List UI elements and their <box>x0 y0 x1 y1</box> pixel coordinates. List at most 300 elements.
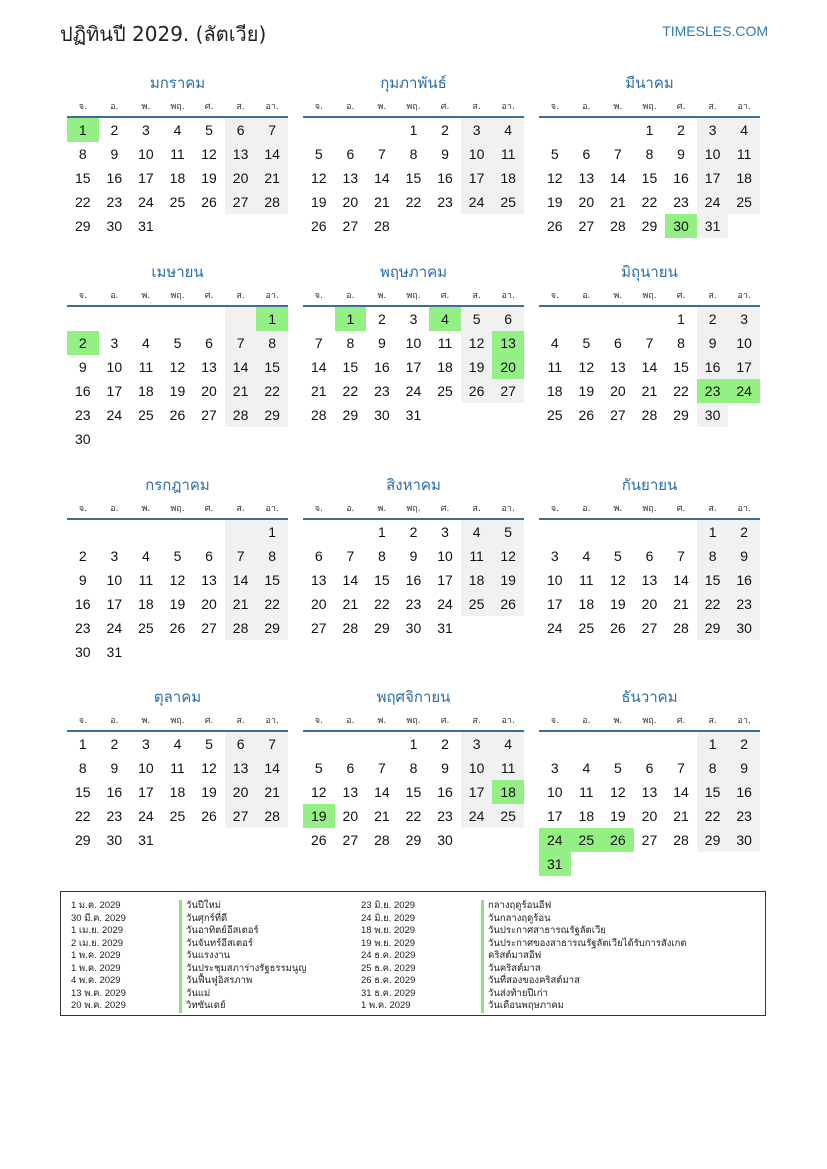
weekday-label: อา. <box>265 291 279 301</box>
weekday-label: ศ. <box>204 291 214 301</box>
weekday-header <box>539 285 760 307</box>
day-cell: 13 <box>641 784 658 800</box>
weekday-label: พ. <box>613 291 623 301</box>
day-cell-empty <box>335 118 367 142</box>
day-cell: 26 <box>310 832 327 848</box>
day-cell: 20 <box>492 355 524 379</box>
day-cell: 31 <box>697 214 729 238</box>
day-cell: 27 <box>201 407 217 423</box>
day-cell: 16 <box>728 568 760 592</box>
day-cell: 18 <box>138 596 154 612</box>
day-cell: 9 <box>110 760 119 776</box>
day-cell: 18 <box>546 383 563 399</box>
weekday-label: อา. <box>737 716 751 726</box>
day-cell: 21 <box>225 592 257 616</box>
day-cell: 17 <box>138 784 154 800</box>
day-grid <box>539 520 760 640</box>
day-cell: 12 <box>492 544 524 568</box>
weekday-label: ศ. <box>440 291 450 301</box>
day-cell: 15 <box>342 359 359 375</box>
weekday-label: พ. <box>613 504 623 514</box>
day-cell: 29 <box>641 218 658 234</box>
day-cell: 12 <box>461 331 493 355</box>
day-cell: 2 <box>697 307 729 331</box>
day-cell: 29 <box>256 616 288 640</box>
day-cell: 5 <box>550 146 559 162</box>
day-cell: 30 <box>74 431 91 447</box>
day-cell: 1 <box>67 118 99 142</box>
day-cell: 12 <box>578 359 595 375</box>
day-cell: 8 <box>78 760 87 776</box>
day-cell: 6 <box>225 118 257 142</box>
day-cell: 4 <box>173 736 182 752</box>
day-cell: 20 <box>225 780 257 804</box>
day-cell: 18 <box>169 170 186 186</box>
day-cell: 26 <box>461 379 493 403</box>
day-cell: 4 <box>550 335 559 351</box>
day-cell: 26 <box>610 620 626 636</box>
day-cell: 19 <box>310 194 327 210</box>
day-cell: 22 <box>256 592 288 616</box>
day-cell: 28 <box>225 616 257 640</box>
weekday-label: พฤ. <box>406 102 421 112</box>
weekday-label: พ. <box>377 102 387 112</box>
day-cell: 23 <box>437 194 453 210</box>
day-cell: 22 <box>74 194 91 210</box>
day-cell: 30 <box>728 616 760 640</box>
day-cell-empty <box>461 616 493 640</box>
day-cell: 15 <box>256 355 288 379</box>
month-title: มิถุนายน <box>621 263 678 281</box>
day-cell-empty <box>225 640 257 664</box>
day-cell: 27 <box>225 190 257 214</box>
weekday-header <box>67 285 288 307</box>
day-cell: 3 <box>550 760 559 776</box>
holiday-date: 1 เม.ย. 2029 <box>71 925 124 936</box>
day-cell: 19 <box>461 355 493 379</box>
month-title: กันยายน <box>621 476 678 494</box>
day-cell: 16 <box>697 355 729 379</box>
day-cell: 5 <box>614 548 622 564</box>
day-cell-empty <box>539 307 571 331</box>
day-cell: 7 <box>225 331 257 355</box>
weekday-label: พฤ. <box>642 504 657 514</box>
weekday-label: อา. <box>737 291 751 301</box>
day-cell-empty <box>539 118 571 142</box>
day-cell: 13 <box>492 331 524 355</box>
day-cell: 29 <box>697 616 729 640</box>
day-cell: 8 <box>677 335 685 351</box>
weekday-label: ศ. <box>204 716 214 726</box>
day-cell: 25 <box>571 828 603 852</box>
day-cell: 7 <box>256 732 288 756</box>
weekday-label: จ. <box>314 291 323 301</box>
day-cell: 11 <box>579 572 594 588</box>
day-cell: 8 <box>378 548 386 564</box>
day-cell: 24 <box>437 596 453 612</box>
day-cell: 19 <box>201 784 217 800</box>
day-cell: 31 <box>138 832 154 848</box>
day-cell: 5 <box>582 335 591 351</box>
day-cell: 15 <box>74 784 91 800</box>
day-cell: 26 <box>546 218 563 234</box>
day-cell: 24 <box>461 190 493 214</box>
weekday-label: อา. <box>737 102 751 112</box>
day-cell: 1 <box>378 524 386 540</box>
day-cell: 9 <box>441 146 449 162</box>
holiday-name: วิทซันเดย์ <box>179 1000 306 1013</box>
day-cell-empty <box>130 640 162 664</box>
day-cell: 27 <box>641 832 658 848</box>
day-cell: 24 <box>697 190 729 214</box>
day-cell: 22 <box>374 596 390 612</box>
weekday-label: อ. <box>110 716 119 726</box>
day-cell: 25 <box>138 407 154 423</box>
day-cell: 14 <box>225 568 257 592</box>
month-calendar <box>303 472 524 640</box>
day-cell: 30 <box>697 403 729 427</box>
day-cell: 24 <box>461 804 493 828</box>
weekday-header <box>539 498 760 520</box>
day-cell: 10 <box>106 572 123 588</box>
day-cell: 20 <box>641 596 658 612</box>
day-cell: 30 <box>665 214 697 238</box>
day-cell: 14 <box>256 756 288 780</box>
day-cell: 22 <box>405 194 422 210</box>
day-cell: 3 <box>142 122 150 138</box>
day-cell: 3 <box>110 548 119 564</box>
day-cell: 24 <box>138 808 154 824</box>
day-cell-empty <box>728 214 760 238</box>
day-cell: 9 <box>697 331 729 355</box>
day-cell: 31 <box>106 644 123 660</box>
holiday-name: วันแรงงาน <box>179 950 306 963</box>
day-cell: 25 <box>169 194 186 210</box>
day-cell: 12 <box>169 572 186 588</box>
day-cell-empty <box>461 403 493 427</box>
day-cell-empty <box>193 828 225 852</box>
month-title: มีนาคม <box>625 74 674 92</box>
day-cell: 26 <box>578 407 595 423</box>
day-cell: 9 <box>409 548 418 564</box>
day-cell: 28 <box>310 407 327 423</box>
weekday-label: ศ. <box>440 504 450 514</box>
day-cell: 19 <box>492 568 524 592</box>
day-cell: 25 <box>728 190 760 214</box>
day-cell: 14 <box>374 170 390 186</box>
weekday-label: ศ. <box>440 102 450 112</box>
day-cell: 25 <box>546 407 563 423</box>
day-cell: 14 <box>374 784 390 800</box>
day-cell: 14 <box>256 142 288 166</box>
day-cell: 18 <box>461 568 493 592</box>
weekday-label: จ. <box>314 716 323 726</box>
weekday-label: จ. <box>550 291 559 301</box>
day-cell: 5 <box>314 760 323 776</box>
holiday-name: วันฟื้นฟูอิสรภาพ <box>179 975 306 988</box>
day-cell-empty <box>634 307 666 331</box>
weekday-label: พ. <box>377 291 387 301</box>
day-cell-empty <box>492 214 524 238</box>
weekday-header <box>67 96 288 118</box>
day-cell: 17 <box>106 596 123 612</box>
day-cell-empty <box>335 732 367 756</box>
holiday-date: 18 พ.ย. 2029 <box>361 925 416 936</box>
day-cell: 12 <box>169 359 186 375</box>
day-cell: 23 <box>728 592 760 616</box>
holiday-date: 13 พ.ค. 2029 <box>71 987 126 999</box>
day-grid <box>303 118 524 238</box>
day-cell: 30 <box>437 832 453 848</box>
day-cell: 10 <box>728 331 760 355</box>
day-cell-empty <box>634 852 666 876</box>
day-cell: 27 <box>225 804 257 828</box>
day-cell: 5 <box>205 122 213 138</box>
day-cell-empty <box>99 427 131 451</box>
day-cell: 17 <box>106 383 123 399</box>
day-grid <box>303 307 524 427</box>
day-cell: 12 <box>201 760 217 776</box>
day-cell: 11 <box>437 335 453 351</box>
day-cell: 28 <box>256 804 288 828</box>
day-cell: 2 <box>110 122 119 138</box>
day-cell-empty <box>162 307 194 331</box>
holiday-date: 1 พ.ค. 2029 <box>71 950 121 961</box>
day-cell: 6 <box>582 146 591 162</box>
day-cell: 4 <box>429 307 461 331</box>
weekday-label: อ. <box>346 291 355 301</box>
day-cell: 17 <box>461 166 493 190</box>
weekday-label: ส. <box>472 102 481 112</box>
day-cell: 20 <box>641 808 658 824</box>
holiday-name: วันศุกร์ที่ดี <box>179 913 306 926</box>
day-cell: 11 <box>138 359 154 375</box>
weekday-label: อา. <box>265 504 279 514</box>
day-cell-empty <box>461 214 493 238</box>
day-cell: 25 <box>437 383 453 399</box>
day-cell: 3 <box>550 548 559 564</box>
day-cell-empty <box>193 307 225 331</box>
day-cell: 5 <box>614 760 622 776</box>
day-cell: 10 <box>106 359 123 375</box>
day-cell: 17 <box>437 572 453 588</box>
day-cell: 24 <box>728 379 760 403</box>
day-cell: 1 <box>335 307 367 331</box>
day-cell: 12 <box>310 170 327 186</box>
day-cell-empty <box>193 520 225 544</box>
day-cell: 17 <box>138 170 154 186</box>
day-cell: 22 <box>74 808 91 824</box>
day-cell: 9 <box>441 760 449 776</box>
day-cell: 27 <box>492 379 524 403</box>
day-cell: 31 <box>437 620 453 636</box>
day-cell: 15 <box>641 170 658 186</box>
day-cell: 22 <box>641 194 658 210</box>
day-cell-empty <box>571 520 603 544</box>
day-cell: 13 <box>225 756 257 780</box>
day-cell: 21 <box>256 780 288 804</box>
month-title: พฤษภาคม <box>379 263 448 281</box>
day-cell-empty <box>162 427 194 451</box>
day-cell: 6 <box>645 760 654 776</box>
day-cell: 11 <box>492 756 524 780</box>
day-cell: 5 <box>314 146 323 162</box>
day-cell: 10 <box>697 142 729 166</box>
day-cell: 2 <box>409 524 418 540</box>
weekday-label: พฤ. <box>406 504 421 514</box>
weekday-label: จ. <box>550 504 559 514</box>
weekday-label: ศ. <box>676 291 686 301</box>
day-cell: 18 <box>138 383 154 399</box>
day-cell-empty <box>366 118 398 142</box>
day-cell: 30 <box>374 407 390 423</box>
weekday-header <box>303 498 524 520</box>
day-cell-empty <box>665 732 697 756</box>
day-cell: 14 <box>342 572 359 588</box>
month-calendar <box>67 684 288 852</box>
day-cell-empty <box>162 214 194 238</box>
day-cell: 20 <box>578 194 595 210</box>
day-cell: 10 <box>546 572 563 588</box>
day-cell: 6 <box>346 760 355 776</box>
day-cell: 26 <box>602 828 634 852</box>
day-cell: 2 <box>441 122 449 138</box>
holiday-date: 30 มี.ค. 2029 <box>71 912 126 924</box>
weekday-label: อ. <box>346 504 355 514</box>
month-calendar <box>67 472 288 664</box>
weekday-label: อา. <box>501 291 515 301</box>
day-cell-empty <box>602 118 634 142</box>
day-cell: 3 <box>461 732 493 756</box>
weekday-label: อา. <box>501 102 515 112</box>
day-cell: 19 <box>610 808 626 824</box>
day-cell: 2 <box>728 732 760 756</box>
day-cell: 1 <box>645 122 654 138</box>
day-cell: 19 <box>169 596 186 612</box>
day-cell: 28 <box>225 403 257 427</box>
day-cell: 14 <box>225 355 257 379</box>
holiday-name: วันแม่ <box>179 988 306 1001</box>
day-cell: 28 <box>374 218 390 234</box>
day-cell: 13 <box>342 784 359 800</box>
day-cell: 23 <box>697 379 729 403</box>
day-cell: 4 <box>173 122 182 138</box>
weekday-label: ส. <box>236 504 245 514</box>
day-cell: 18 <box>578 808 595 824</box>
day-cell: 28 <box>673 620 689 636</box>
month-title: กรกฎาคม <box>145 476 210 494</box>
day-cell: 5 <box>173 335 182 351</box>
day-cell: 29 <box>256 403 288 427</box>
day-cell: 14 <box>673 572 689 588</box>
day-grid <box>67 732 288 852</box>
day-cell: 4 <box>142 548 150 564</box>
weekday-label: จ. <box>78 291 87 301</box>
day-cell-empty <box>162 640 194 664</box>
day-cell-empty <box>99 520 131 544</box>
day-cell: 10 <box>461 142 493 166</box>
day-cell: 17 <box>405 359 422 375</box>
day-cell-empty <box>697 852 729 876</box>
day-cell: 3 <box>728 307 760 331</box>
day-cell: 21 <box>225 379 257 403</box>
day-cell: 9 <box>677 146 685 162</box>
day-cell: 11 <box>461 544 493 568</box>
day-cell: 12 <box>201 146 217 162</box>
holiday-name: วันประชุมสภาร่างรัฐธรรมนูญ <box>179 963 306 976</box>
month-calendar <box>539 259 760 427</box>
day-cell: 15 <box>405 170 422 186</box>
day-cell: 8 <box>409 760 418 776</box>
weekday-label: ศ. <box>204 102 214 112</box>
day-cell-empty <box>256 214 288 238</box>
day-cell: 24 <box>138 194 154 210</box>
weekday-label: พ. <box>141 504 151 514</box>
weekday-label: ส. <box>708 291 717 301</box>
month-calendar <box>67 70 288 238</box>
day-cell: 22 <box>342 383 359 399</box>
day-cell: 9 <box>728 544 760 568</box>
day-cell: 21 <box>610 194 626 210</box>
holiday-names-col-2 <box>481 900 687 1013</box>
day-cell-empty <box>539 732 571 756</box>
weekday-label: ส. <box>708 504 717 514</box>
day-cell: 20 <box>342 808 359 824</box>
day-cell: 12 <box>546 170 563 186</box>
day-cell: 20 <box>225 166 257 190</box>
day-cell: 15 <box>697 568 729 592</box>
day-cell-empty <box>429 214 461 238</box>
day-cell: 13 <box>641 572 658 588</box>
day-cell: 26 <box>169 620 186 636</box>
day-cell: 28 <box>673 832 689 848</box>
day-cell: 17 <box>546 808 563 824</box>
day-cell: 25 <box>492 190 524 214</box>
holiday-name: วันประกาศของสาธารณรัฐลัตเวียได้รับการสังเกต <box>481 938 687 951</box>
day-cell-empty <box>193 640 225 664</box>
weekday-label: จ. <box>550 716 559 726</box>
day-grid <box>539 118 760 238</box>
site-link[interactable]: TIMESLES.COM <box>662 23 768 39</box>
day-cell: 11 <box>547 359 563 375</box>
day-cell: 7 <box>677 548 685 564</box>
weekday-label: อ. <box>582 504 591 514</box>
day-cell: 30 <box>728 828 760 852</box>
holiday-date: 1 พ.ค. 2029 <box>71 962 121 974</box>
day-cell: 23 <box>405 596 422 612</box>
day-cell: 31 <box>405 407 422 423</box>
day-cell: 27 <box>610 407 626 423</box>
day-cell-empty <box>602 852 634 876</box>
day-cell: 26 <box>169 407 186 423</box>
day-cell: 20 <box>201 596 217 612</box>
holiday-date: 20 พ.ค. 2029 <box>71 1000 126 1011</box>
day-cell: 26 <box>492 592 524 616</box>
day-cell-empty <box>492 403 524 427</box>
day-cell: 29 <box>374 620 390 636</box>
day-cell: 6 <box>614 335 622 351</box>
day-cell: 27 <box>310 620 327 636</box>
day-cell: 2 <box>67 331 99 355</box>
weekday-label: พ. <box>377 716 387 726</box>
weekday-label: จ. <box>314 504 323 514</box>
holiday-list <box>60 891 766 1016</box>
day-cell: 26 <box>201 194 217 210</box>
day-cell-empty <box>665 520 697 544</box>
day-cell: 6 <box>205 548 213 564</box>
weekday-label: อ. <box>110 102 119 112</box>
day-cell: 17 <box>546 596 563 612</box>
